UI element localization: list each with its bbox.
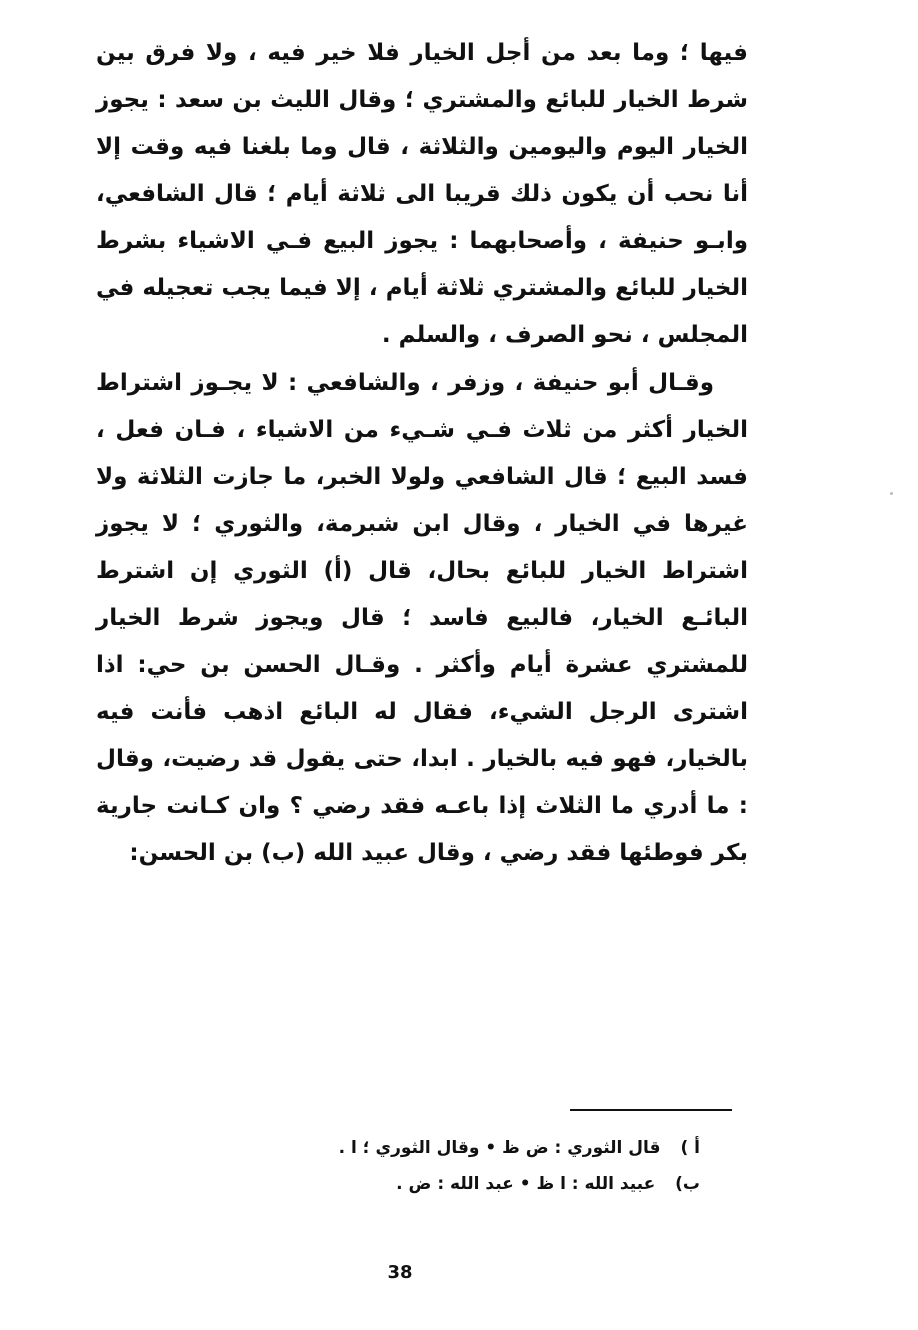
footnote-b-text: عبيد الله : ا ظ • عبد الله : ض .	[396, 1174, 656, 1194]
footnote-a-text: قال الثوري : ض ظ • وقال الثوري ؛ ا .	[338, 1138, 661, 1158]
scan-speck	[890, 492, 893, 495]
footnote-b-mark: ب)	[675, 1174, 700, 1194]
footnotes	[300, 1130, 700, 1202]
body-paragraph-2: وقـال أبو حنيفة ، وزفر ، والشافعي : لا يجـوز اشتراط الخيار أكثر من ثلاث فـي شـيء من الاشياء ، فـان فعل ، فسد البيع ؛ قال الشافعي ولولا الخبر، ما جازت الثلاثة ولا غيرها في الخيار ، وقال ابن شبرمة، والثوري ؛ لا يجوز اشتراط الخيار للبائع بحال، قال (أ) الثوري إن اشترط البائـع الخيار، فالبيع فاسد ؛ قال ويجوز شرط الخيار للمشتري عشرة أيام وأكثر . وقـال الحسن بن حي: اذا اشترى الرجل الشيء، فقال له البائع اذهب فأنت فيه بالخيار، فهو فيه بالخيار . ابدا، حتى يقول قد رضيت، وقال : ما أدري ما الثلاث إذا باعـه فقد رضي ؟ وان كـانت جارية بكر فوطئها فقد رضي ، وقال عبيد الله (ب) بن الحسن:	[96, 370, 748, 866]
footnote-b	[300, 1166, 700, 1202]
footnote-separator	[570, 1109, 732, 1111]
footnote-a-mark: أ )	[680, 1138, 700, 1158]
body-paragraph-1: فيها ؛ وما بعد من أجل الخيار فلا خير فيه ، ولا فرق بين شرط الخيار للبائع والمشتري ؛ وقال الليث بن سعد : يجوز الخيار اليوم واليومين والثلاثة ، قال وما بلغنا فيه وقت إلا أنا نحب أن يكون ذلك قريبا الى ثلاثة أيام ؛ قال الشافعي، وابـو حنيفة ، وأصحابهما : يجوز البيع فـي الاشياء بشرط الخيار للبائع والمشتري ثلاثة أيام ، إلا فيما يجب تعجيله في المجلس ، نحو الصرف ، والسلم .	[96, 40, 748, 348]
page-number: 38	[387, 1262, 413, 1283]
footnote-a	[300, 1130, 700, 1166]
